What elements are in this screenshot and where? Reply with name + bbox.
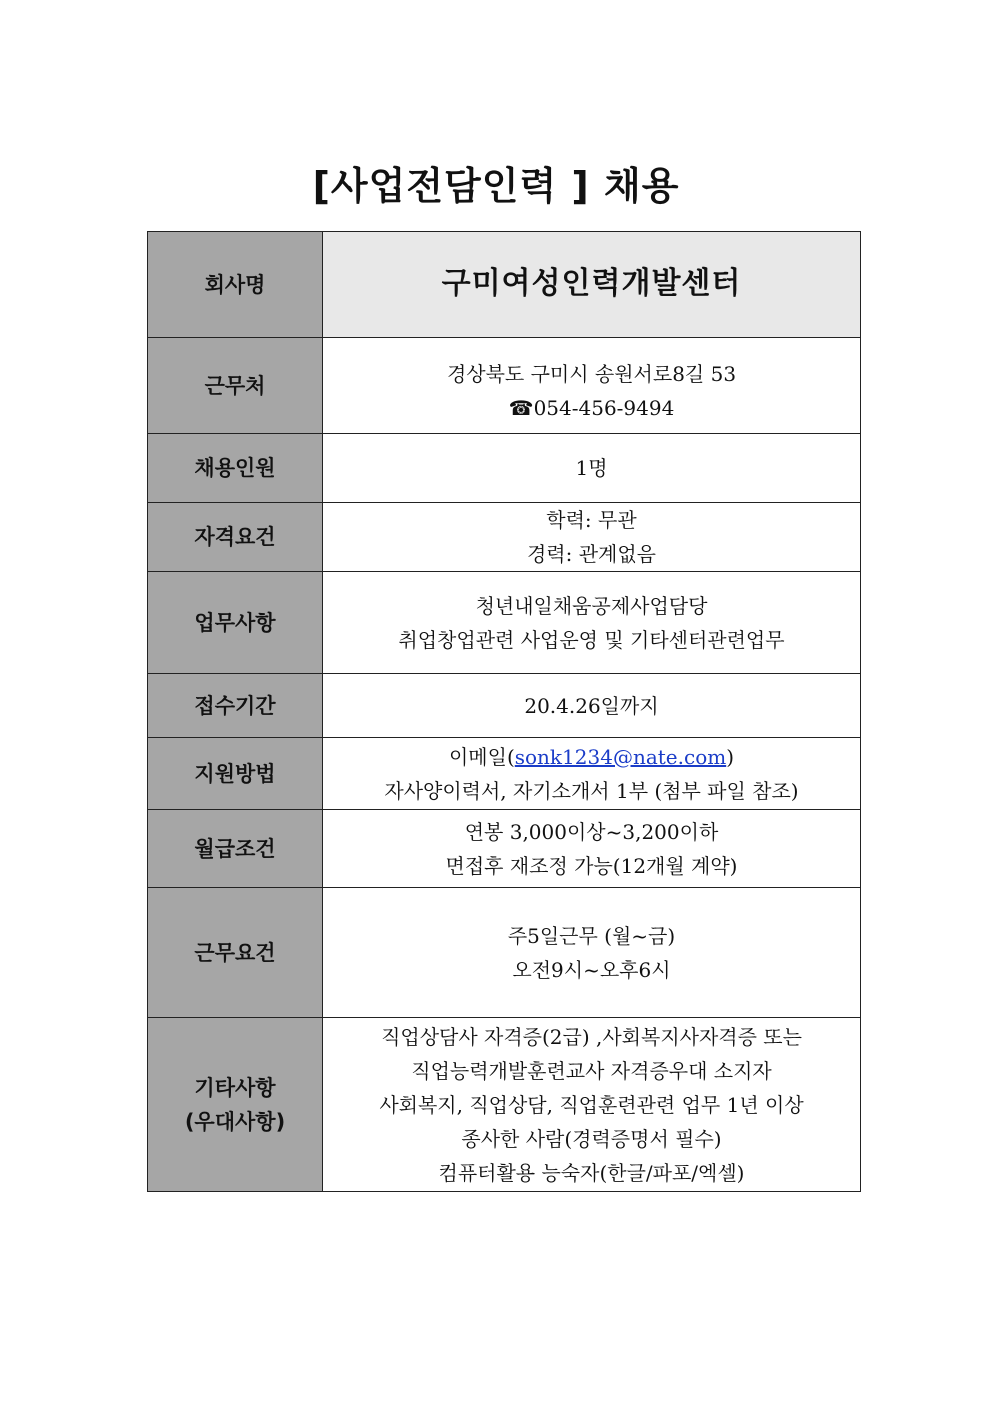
label-etc	[148, 1018, 323, 1192]
row-period	[148, 674, 861, 738]
value-apply	[323, 738, 861, 810]
email-suffix: )	[726, 744, 735, 769]
label-duties: 업무사항	[148, 572, 323, 674]
value-conditions	[323, 888, 861, 1018]
conditions-line: 주5일근무 (월~금)	[507, 923, 676, 948]
company-name: 구미여성인력개발센터	[441, 265, 742, 301]
label-company: 회사명	[148, 232, 323, 338]
label-apply: 지원방법	[148, 738, 323, 810]
row-qualification	[148, 503, 861, 572]
row-conditions	[148, 888, 861, 1018]
duties-line: 청년내일채움공제사업담당	[475, 593, 708, 618]
workplace-phone: ☎054-456-9494	[508, 395, 675, 420]
etc-line: 직업상담사 자격증(2급) ,사회복지사자격증 또는	[381, 1024, 802, 1049]
page-title: [사업전담인력 ] 채용	[312, 164, 680, 208]
label-salary: 월급조건	[148, 810, 323, 888]
salary-line: 면접후 재조정 가능(12개월 계약)	[445, 853, 738, 878]
workplace-address: 경상북도 구미시 송원서로8길 53	[446, 361, 737, 386]
row-salary	[148, 810, 861, 888]
value-period: 20.4.26일까지	[323, 674, 861, 738]
label-period: 접수기간	[148, 674, 323, 738]
label-qualification: 자격요건	[148, 503, 323, 572]
etc-label-line: (우대사항)	[184, 1109, 286, 1134]
email-prefix: 이메일(	[448, 744, 515, 769]
value-salary	[323, 810, 861, 888]
label-workplace: 근무처	[148, 338, 323, 434]
row-company	[148, 232, 861, 338]
etc-line: 컴퓨터활용 능숙자(한글/파포/엑셀)	[438, 1160, 745, 1185]
value-workplace	[323, 338, 861, 434]
job-posting-table	[147, 231, 861, 1192]
email-link[interactable]: sonk1234@nate.com	[514, 744, 727, 769]
qualification-line: 학력: 무관	[546, 508, 637, 532]
apply-docs: 자사양이력서, 자기소개서 1부 (첨부 파일 참조)	[384, 778, 799, 803]
value-headcount: 1명	[323, 434, 861, 503]
qualification-line: 경력: 관계없음	[526, 542, 656, 566]
etc-line: 사회복지, 직업상담, 직업훈련관련 업무 1년 이상	[379, 1092, 804, 1117]
value-company	[323, 232, 861, 338]
salary-line: 연봉 3,000이상~3,200이하	[464, 819, 719, 844]
value-qualification	[323, 503, 861, 572]
row-duties	[148, 572, 861, 674]
label-headcount: 채용인원	[148, 434, 323, 503]
duties-line: 취업창업관련 사업운영 및 기타센터관련업무	[398, 627, 785, 652]
row-headcount	[148, 434, 861, 503]
conditions-line: 오전9시~오후6시	[512, 957, 671, 982]
etc-line: 종사한 사람(경력증명서 필수)	[461, 1126, 722, 1151]
row-workplace	[148, 338, 861, 434]
label-conditions: 근무요건	[148, 888, 323, 1018]
etc-line: 직업능력개발훈련교사 자격증우대 소지자	[411, 1058, 772, 1083]
etc-label-line: 기타사항	[194, 1075, 276, 1100]
value-etc	[323, 1018, 861, 1192]
row-etc	[148, 1018, 861, 1192]
value-duties	[323, 572, 861, 674]
apply-email-line	[323, 740, 860, 774]
row-apply	[148, 738, 861, 810]
